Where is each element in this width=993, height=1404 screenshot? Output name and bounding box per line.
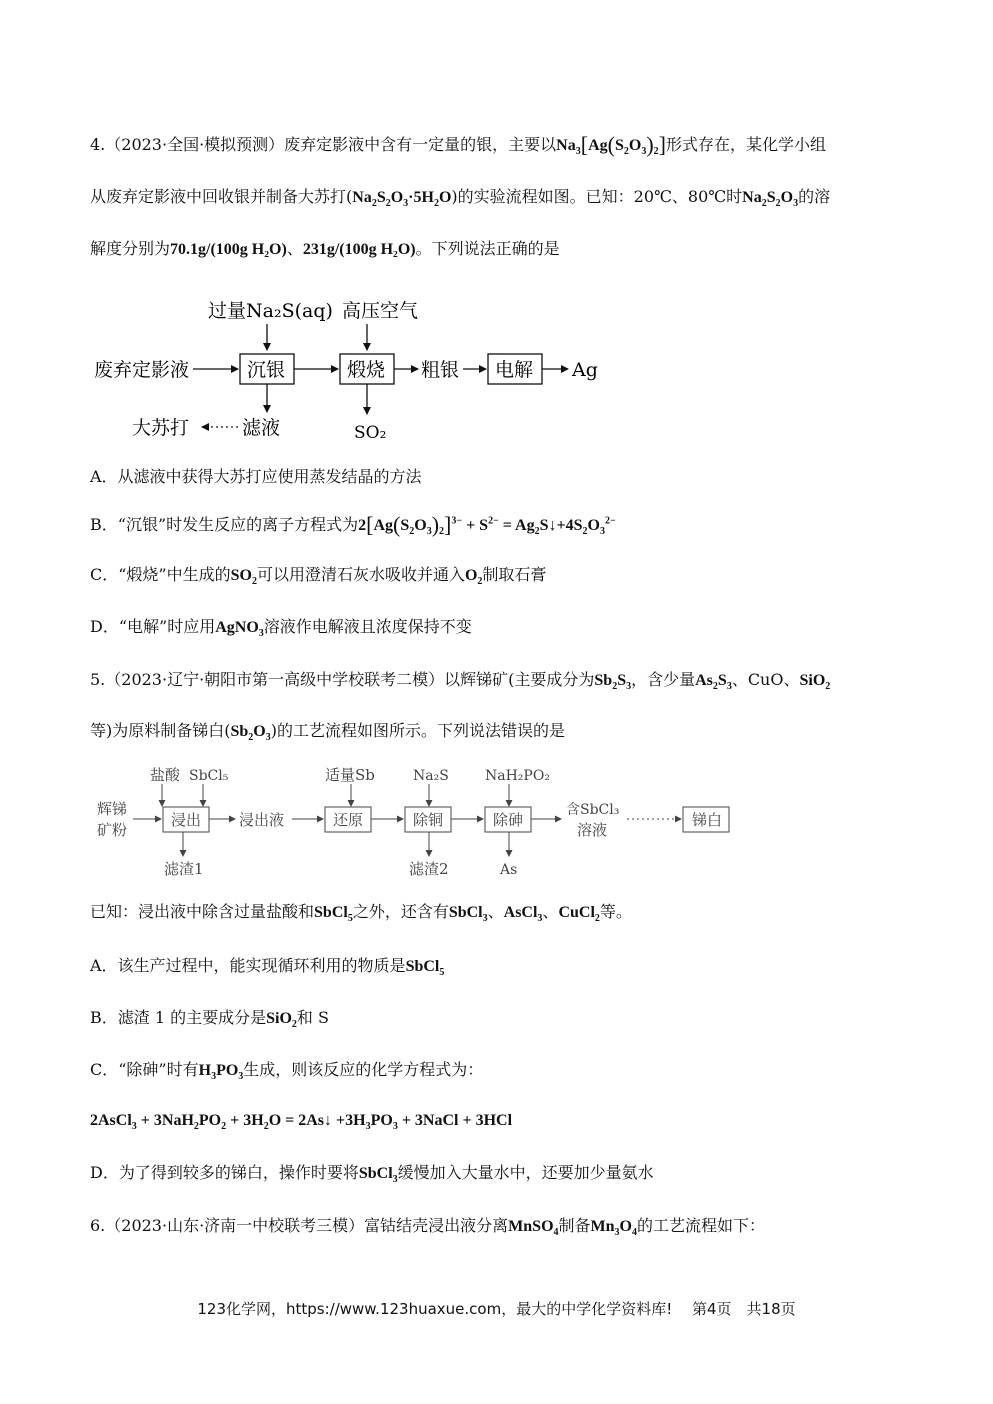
q5-line2: 等)为原料制备锑白$(Sb_2O_3)$的工艺流程如图所示。下列说法错误的是 <box>90 721 565 744</box>
flow2-start-1: 辉锑 <box>97 800 128 818</box>
flow2-leachate: 浸出液 <box>239 811 285 829</box>
q4-option-a: A．从滤液中获得大苏打应使用蒸发结晶的方法 <box>90 467 422 486</box>
flow1-cuyin: 粗银 <box>421 359 460 381</box>
flow2-as: As <box>500 862 518 878</box>
flow2-box-cu-label: 除铜 <box>413 811 444 829</box>
q5-option-d: D．为了得到较多的锑白，操作时要将SbCl$_3$缓慢加入大量水中，还要加少量氨水 <box>90 1163 654 1186</box>
q5-option-a: A．该生产过程中，能实现循环利用的物质是SbCl$_5$ <box>90 956 445 979</box>
flow1-reagent-air: 高压空气 <box>342 300 419 322</box>
q4-option-d: D．“电解”时应用AgNO$_3$溶液作电解液且浓度保持不变 <box>90 617 472 640</box>
flow2-nah2po2: NaH₂PO₂ <box>485 768 550 784</box>
flow2-residue-2: 滤渣2 <box>409 860 449 878</box>
q5-known: 已知：浸出液中除含过量盐酸和SbCl$_5$之外，还含有SbCl$_3$、AsCl$_3$、CuCl$_2$等。 <box>90 902 632 925</box>
q4-line1: 4.（2023·全国·模拟预测）废弃定影液中含有一定量的银，主要以$Na_3[Ag(S_2O_3)_2]$形式存在，某化学小组 <box>90 132 826 158</box>
flow1-product: 大苏打 <box>132 417 190 439</box>
flow2-box-reduce-label: 还原 <box>333 811 364 829</box>
flow2-hcl: 盐酸 <box>150 766 181 784</box>
flow2-sb: 适量Sb <box>325 766 375 784</box>
q4-option-c: C．“煅烧”中生成的$SO_2$可以用澄清石灰水吸收并通入$O_2$制取石膏 <box>90 565 547 588</box>
flow2-box-leach-label: 浸出 <box>171 811 202 829</box>
flow2-solution-1: 含SbCl₃ <box>566 802 620 818</box>
q5-option-c: C．“除砷”时有$H_3PO_3$生成，则该反应的化学方程式为： <box>90 1060 484 1083</box>
q4-ionic-equation: $2[Ag(S_2O_3)_2]^{3-} + S^{2-}$ = $Ag_2S↓+4S_2O_3^{2-}$ <box>358 512 616 538</box>
flow1-ag: Ag <box>572 359 598 381</box>
solubility-80c: 231g/(100g H₂O) <box>302 241 416 258</box>
flow1-box-chenyin-label: 沉银 <box>247 359 286 381</box>
q4-option-b: B．“沉银”时发生反应的离子方程式为$2[Ag(S_2O_3)_2]^{3-} + S^{2-}$ = $Ag_2S↓+4S_2O_3^{2-}$ <box>90 512 616 538</box>
flow2-solution-2: 溶液 <box>577 821 608 839</box>
flow1-so2: SO₂ <box>354 423 387 443</box>
flow2-sbcl5: SbCl₅ <box>189 768 229 784</box>
q4-flow-diagram <box>90 292 630 447</box>
page-footer: 123化学网，https://www.123huaxue.com，最大的中学化学资料库! 第4页 共18页 <box>197 1300 796 1318</box>
flow2-na2s: Na₂S <box>413 768 449 784</box>
flow2-box-product-label: 锑白 <box>692 811 723 829</box>
flow2-box-as-label: 除砷 <box>493 811 524 829</box>
flow1-start: 废弃定影液 <box>94 359 190 381</box>
q5-line1: 5.（2023·辽宁·朝阳市第一高级中学校联考二模）以辉锑矿(主要成分为$Sb_2S_3$，含少量$As_2S_3$、CuO、SiO$_2$ <box>90 670 831 693</box>
flow1-filtrate: 滤液 <box>242 417 281 439</box>
solubility-20c: 70.1g/(100g H₂O) <box>170 241 287 258</box>
formula-na3-ag-s2o3-2: $Na_3[Ag(S_2O_3)_2]$ <box>556 132 666 158</box>
q6-line1: 6.（2023·山东·济南一中校联考三模）富钴结壳浸出液分离MnSO$_4$制备$Mn_3O_4$的工艺流程如下： <box>90 1216 765 1239</box>
formula-na2s2o3: $Na_2S_2O_3$ <box>742 189 799 210</box>
flow1-box-duanshao-label: 煅烧 <box>347 359 386 381</box>
q4-line2: 从废弃定影液中回收银并制备大苏打$(Na_2S_2O_3\cdot 5H_2O)$的实验流程如图。已知：20℃、80℃时$Na_2S_2O_3$的溶 <box>90 187 831 210</box>
q5-option-b: B．滤渣 1 的主要成分是SiO$_2$和 S <box>90 1008 329 1031</box>
flow2-start-2: 矿粉 <box>97 821 128 839</box>
q5-flow-diagram <box>95 762 745 882</box>
formula-na2s2o3-5h2o: $Na_2S_2O_3\cdot 5H_2O$ <box>352 189 452 210</box>
flow1-reagent-na2s: 过量Na₂S(aq) <box>208 300 333 322</box>
q4-line3: 解度分别为70.1g/(100g H₂O)、231g/(100g H₂O)。下列说法正确的是 <box>90 239 560 258</box>
q5-chemical-equation: 2AsCl$_3$ + $3NaH_2PO_2 + 3H_2O$ = 2As↓ $+3H_3PO_3$ + 3NaCl + 3HCl <box>90 1112 513 1133</box>
flow1-box-dianjie-label: 电解 <box>495 359 534 381</box>
flow2-residue-1: 滤渣1 <box>164 860 204 878</box>
